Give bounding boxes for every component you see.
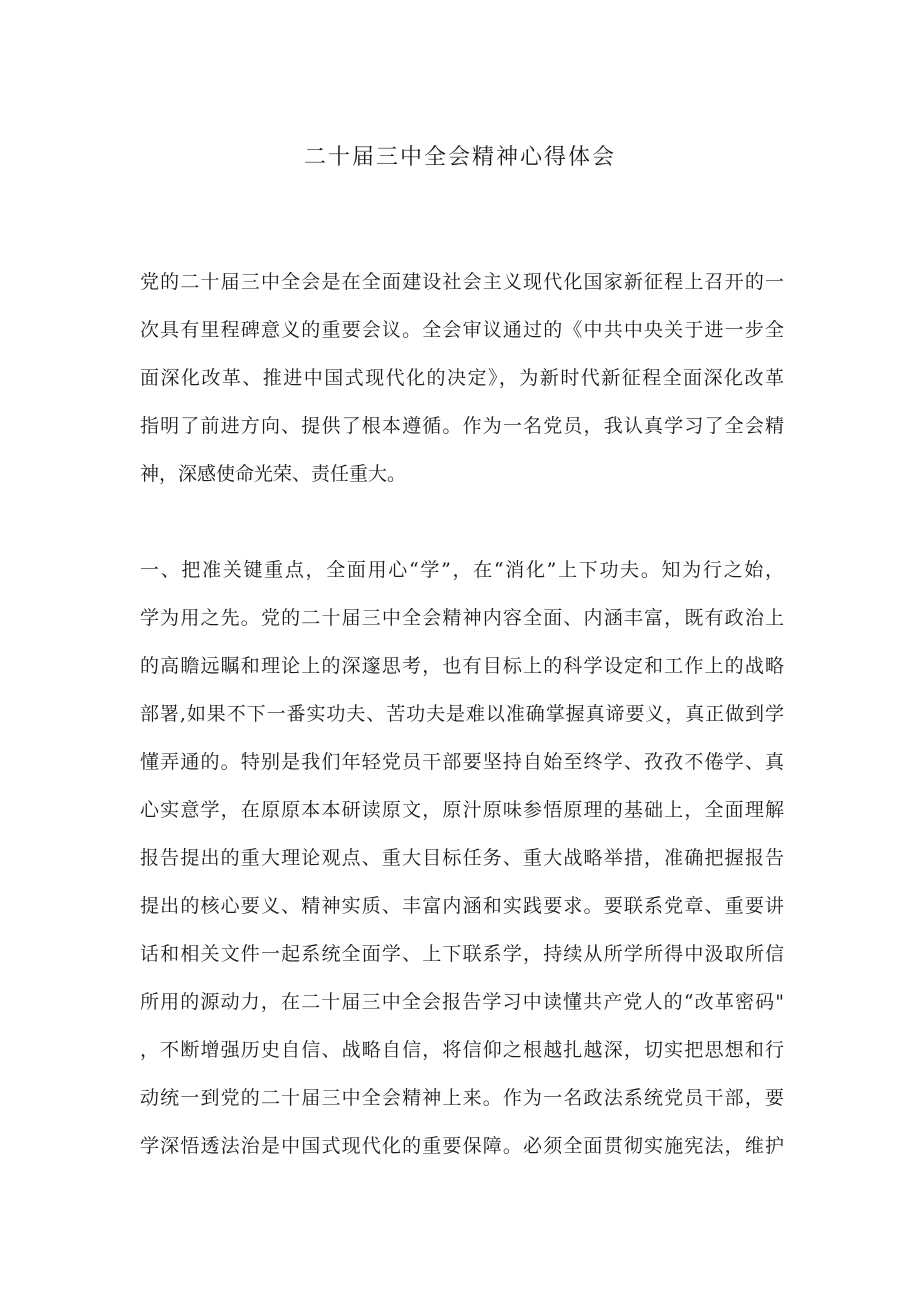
paragraph-2-line: 学为用之先。党的二十届三中全会精神内容全面、内涵丰富，既有政治上	[140, 607, 784, 629]
paragraph-2-line: 提出的核心要义、精神实质、丰富内涵和实践要求。要联系党章、重要讲	[140, 895, 784, 917]
paragraph-1-line: 指明了前进方向、提供了根本遵循。作为一名党员，我认真学习了全会精	[140, 415, 784, 437]
paragraph-1-line: 面深化改革、推进中国式现代化的决定》，为新时代新征程全面深化改革	[140, 367, 784, 389]
paragraph-2-line: 部署,如果不下一番实功夫、苦功夫是难以准确掌握真谛要义，真正做到学	[140, 703, 784, 725]
paragraph-2-line: 动统一到党的二十届三中全会精神上来。作为一名政法系统党员干部，要	[140, 1087, 784, 1109]
paragraph-1-line: 次具有里程碑意义的重要会议。全会审议通过的《中共中央关于进一步全	[140, 319, 784, 341]
paragraph-2-line: 学深悟透法治是中国式现代化的重要保障。必须全面贯彻实施宪法，维护	[140, 1135, 784, 1157]
paragraph-1-line: 神，深感使命光荣、责任重大。	[140, 463, 407, 485]
paragraph-2-line: 一、把准关键重点，全面用心“学”，在“消化”上下功夫。知为行之始，	[140, 559, 784, 581]
paragraph-1-line: 党的二十届三中全会是在全面建设社会主义现代化国家新征程上召开的一	[140, 271, 784, 293]
paragraph-2-line: 的高瞻远瞩和理论上的深邃思考，也有目标上的科学设定和工作上的战略	[140, 655, 784, 677]
paragraph-2-line: 心实意学，在原原本本研读原文，原汁原味参悟原理的基础上，全面理解	[140, 799, 784, 821]
paragraph-2-line: 话和相关文件一起系统全面学、上下联系学，持续从所学所得中汲取所信	[140, 943, 784, 965]
paragraph-2-line: ，不断增强历史自信、战略自信，将信仰之根越扎越深，切实把思想和行	[140, 1039, 784, 1061]
paragraph-2-line: 所用的源动力，在二十届三中全会报告学习中读懂共产党人的“改革密码"	[140, 991, 784, 1013]
paragraph-2-line: 报告提出的重大理论观点、重大目标任务、重大战略举措，准确把握报告	[140, 847, 784, 869]
paragraph-2-line: 懂弄通的。特别是我们年轻党员干部要坚持自始至终学、孜孜不倦学、真	[140, 751, 784, 773]
document-title: 二十届三中全会精神心得体会	[303, 145, 616, 170]
